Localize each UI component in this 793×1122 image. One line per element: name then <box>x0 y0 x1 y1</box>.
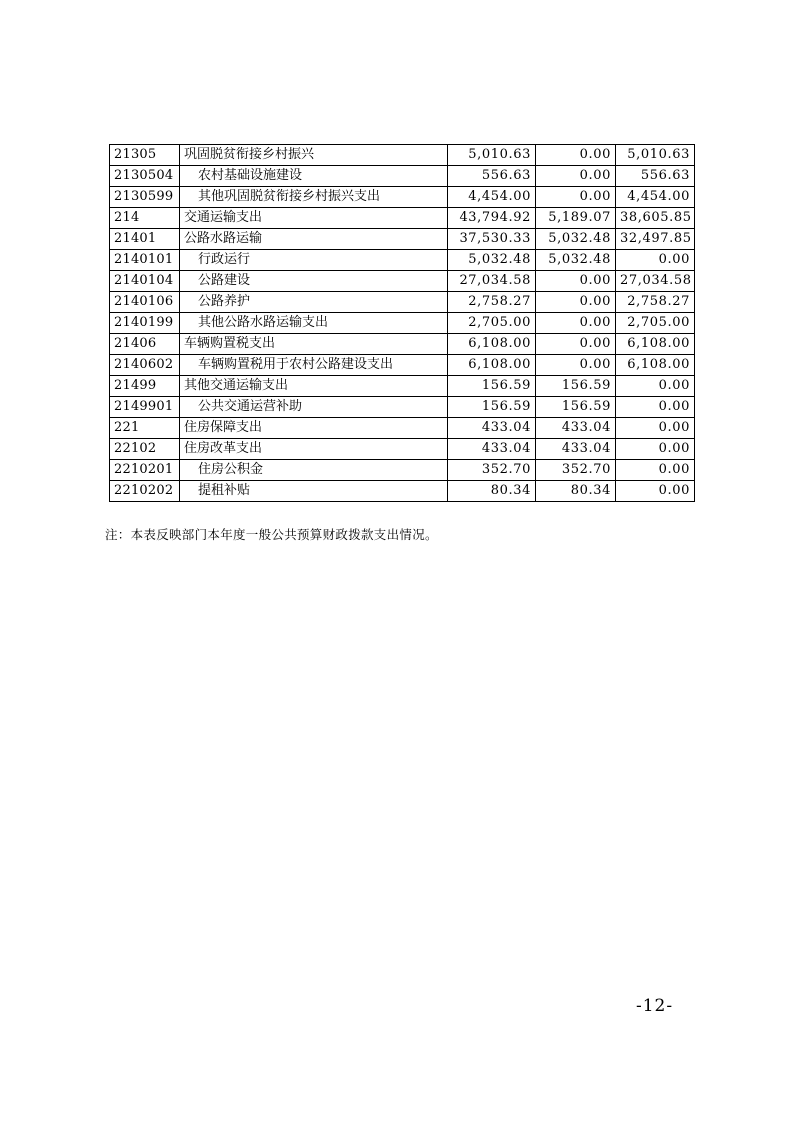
cell-project: 0.00 <box>616 460 695 481</box>
table-row <box>110 271 695 292</box>
cell-name: 车辆购置税支出 <box>180 334 448 355</box>
budget-table <box>109 144 695 502</box>
table-note: 注：本表反映部门本年度一般公共预算财政拨款支出情况。 <box>105 527 438 542</box>
cell-name: 住房公积金 <box>180 460 448 481</box>
cell-basic: 0.00 <box>536 187 616 208</box>
table-row <box>110 397 695 418</box>
cell-name: 公路养护 <box>180 292 448 313</box>
cell-name: 住房保障支出 <box>180 418 448 439</box>
cell-project: 6,108.00 <box>616 334 695 355</box>
cell-basic: 156.59 <box>536 397 616 418</box>
table-row <box>110 376 695 397</box>
cell-project: 556.63 <box>616 166 695 187</box>
cell-name: 公共交通运营补助 <box>180 397 448 418</box>
table-row <box>110 208 695 229</box>
cell-total: 6,108.00 <box>448 334 536 355</box>
cell-code: 2130599 <box>110 187 180 208</box>
cell-code: 2210201 <box>110 460 180 481</box>
cell-name: 农村基础设施建设 <box>180 166 448 187</box>
cell-project: 0.00 <box>616 376 695 397</box>
cell-code: 21401 <box>110 229 180 250</box>
table-row <box>110 229 695 250</box>
cell-basic: 156.59 <box>536 376 616 397</box>
cell-code: 214 <box>110 208 180 229</box>
cell-basic: 0.00 <box>536 145 616 166</box>
cell-name: 其他巩固脱贫衔接乡村振兴支出 <box>180 187 448 208</box>
cell-code: 22102 <box>110 439 180 460</box>
table-row <box>110 187 695 208</box>
cell-basic: 0.00 <box>536 334 616 355</box>
cell-project: 6,108.00 <box>616 355 695 376</box>
cell-code: 2140104 <box>110 271 180 292</box>
budget-table-body <box>110 145 695 502</box>
cell-name: 行政运行 <box>180 250 448 271</box>
table-row <box>110 355 695 376</box>
table-row <box>110 250 695 271</box>
cell-project: 0.00 <box>616 481 695 502</box>
table-row <box>110 166 695 187</box>
cell-total: 6,108.00 <box>448 355 536 376</box>
cell-code: 2130504 <box>110 166 180 187</box>
cell-code: 2140101 <box>110 250 180 271</box>
cell-total: 433.04 <box>448 418 536 439</box>
cell-name: 巩固脱贫衔接乡村振兴 <box>180 145 448 166</box>
table-row <box>110 292 695 313</box>
cell-total: 4,454.00 <box>448 187 536 208</box>
table-row <box>110 439 695 460</box>
cell-code: 2149901 <box>110 397 180 418</box>
table-row <box>110 334 695 355</box>
cell-project: 0.00 <box>616 418 695 439</box>
cell-total: 2,758.27 <box>448 292 536 313</box>
cell-total: 5,010.63 <box>448 145 536 166</box>
cell-project: 4,454.00 <box>616 187 695 208</box>
page-number: -12- <box>636 996 674 1016</box>
cell-name: 其他交通运输支出 <box>180 376 448 397</box>
cell-name: 提租补贴 <box>180 481 448 502</box>
cell-total: 433.04 <box>448 439 536 460</box>
cell-basic: 5,189.07 <box>536 208 616 229</box>
cell-code: 2140106 <box>110 292 180 313</box>
cell-total: 5,032.48 <box>448 250 536 271</box>
cell-total: 37,530.33 <box>448 229 536 250</box>
cell-project: 0.00 <box>616 250 695 271</box>
cell-basic: 0.00 <box>536 355 616 376</box>
cell-basic: 0.00 <box>536 166 616 187</box>
cell-project: 2,705.00 <box>616 313 695 334</box>
cell-basic: 5,032.48 <box>536 229 616 250</box>
cell-total: 27,034.58 <box>448 271 536 292</box>
cell-total: 43,794.92 <box>448 208 536 229</box>
cell-name: 住房改革支出 <box>180 439 448 460</box>
cell-basic: 433.04 <box>536 439 616 460</box>
cell-basic: 352.70 <box>536 460 616 481</box>
cell-code: 2140199 <box>110 313 180 334</box>
cell-code: 221 <box>110 418 180 439</box>
cell-code: 21499 <box>110 376 180 397</box>
cell-project: 2,758.27 <box>616 292 695 313</box>
cell-name: 其他公路水路运输支出 <box>180 313 448 334</box>
table-row <box>110 460 695 481</box>
cell-project: 0.00 <box>616 439 695 460</box>
cell-project: 27,034.58 <box>616 271 695 292</box>
cell-name: 车辆购置税用于农村公路建设支出 <box>180 355 448 376</box>
cell-name: 公路水路运输 <box>180 229 448 250</box>
table-row <box>110 313 695 334</box>
cell-basic: 0.00 <box>536 292 616 313</box>
cell-basic: 0.00 <box>536 271 616 292</box>
cell-code: 2140602 <box>110 355 180 376</box>
cell-total: 80.34 <box>448 481 536 502</box>
cell-name: 公路建设 <box>180 271 448 292</box>
table-row <box>110 145 695 166</box>
cell-basic: 80.34 <box>536 481 616 502</box>
cell-project: 32,497.85 <box>616 229 695 250</box>
cell-code: 21305 <box>110 145 180 166</box>
cell-basic: 5,032.48 <box>536 250 616 271</box>
cell-name: 交通运输支出 <box>180 208 448 229</box>
cell-code: 2210202 <box>110 481 180 502</box>
cell-basic: 0.00 <box>536 313 616 334</box>
cell-code: 21406 <box>110 334 180 355</box>
table-row <box>110 481 695 502</box>
cell-total: 156.59 <box>448 376 536 397</box>
cell-project: 0.00 <box>616 397 695 418</box>
cell-total: 2,705.00 <box>448 313 536 334</box>
cell-basic: 433.04 <box>536 418 616 439</box>
cell-total: 352.70 <box>448 460 536 481</box>
cell-project: 38,605.85 <box>616 208 695 229</box>
table-row <box>110 418 695 439</box>
cell-project: 5,010.63 <box>616 145 695 166</box>
cell-total: 156.59 <box>448 397 536 418</box>
cell-total: 556.63 <box>448 166 536 187</box>
